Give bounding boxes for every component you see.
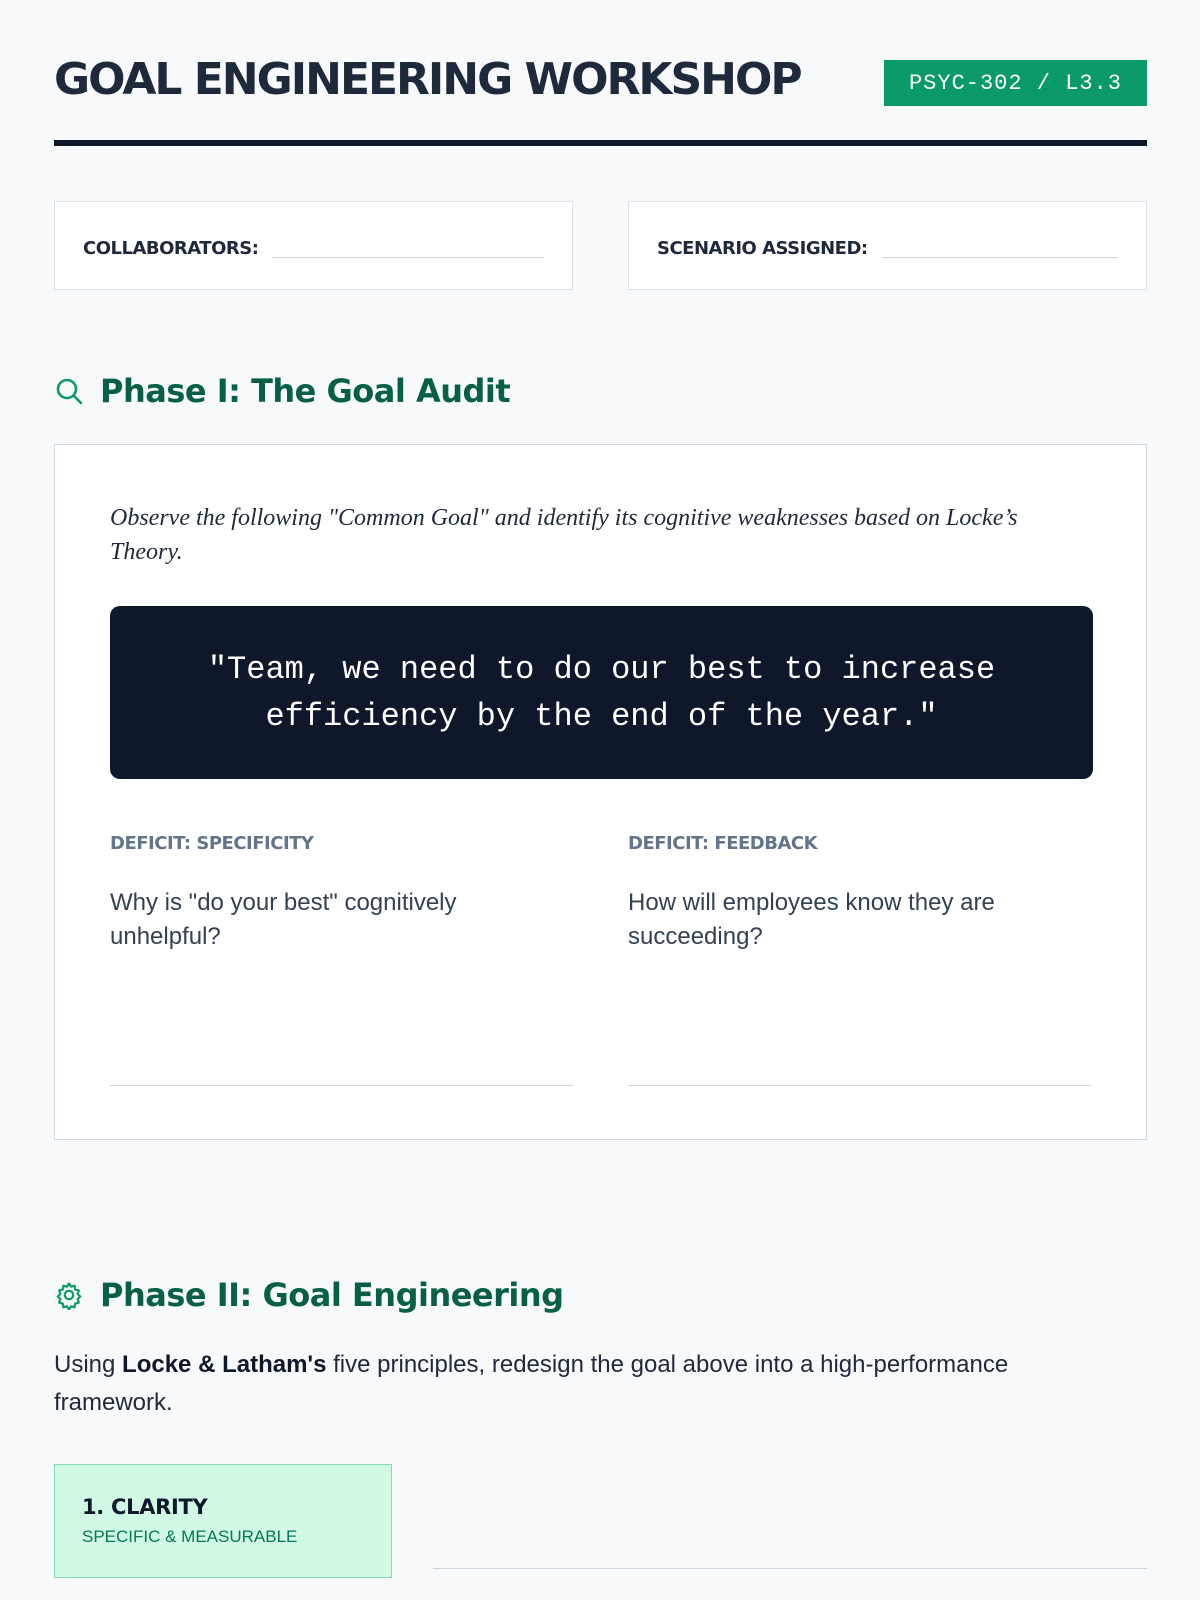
principle-subtitle: SPECIFIC & MEASURABLE xyxy=(82,1527,298,1546)
feedback-answer-line[interactable] xyxy=(628,1085,1091,1086)
clarity-answer-line[interactable] xyxy=(433,1568,1147,1569)
collaborators-label: COLLABORATORS: xyxy=(83,238,259,259)
goal-audit-card xyxy=(54,444,1147,1140)
phase1-heading xyxy=(54,372,510,410)
intro-text: five principles, redesign the goal above into a high-performance framework. xyxy=(54,1351,1009,1416)
common-goal-quote: "Team, we need to do our best to increase efficiency by the end of the year." xyxy=(207,650,996,735)
phase1-title: Phase I: The Goal Audit xyxy=(100,372,511,410)
deficit-feedback xyxy=(628,833,1091,954)
gear-icon xyxy=(54,1280,84,1310)
deficit-label: DEFICIT: FEEDBACK xyxy=(628,833,818,854)
phase2-title: Phase II: Goal Engineering xyxy=(100,1276,564,1314)
scenario-label: SCENARIO ASSIGNED: xyxy=(657,238,868,259)
header xyxy=(54,52,1147,112)
collaborators-box xyxy=(54,201,573,290)
deficit-question: How will employees know they are succeeding? xyxy=(628,889,995,950)
principle-clarity-box xyxy=(54,1464,392,1578)
course-code-badge: PSYC-302 / L3.3 xyxy=(884,60,1147,106)
principle-title: 1. CLARITY xyxy=(82,1495,208,1519)
scenario-input-line[interactable] xyxy=(882,257,1118,258)
collaborators-input-line[interactable] xyxy=(272,257,544,258)
common-goal-quote-box xyxy=(110,606,1093,779)
deficit-question: Why is "do your best" cognitively unhelpful? xyxy=(110,889,457,950)
page-title: GOAL ENGINEERING WORKSHOP xyxy=(54,54,801,105)
phase2-heading xyxy=(54,1276,564,1314)
audit-instructions: Observe the following "Common Goal" and identify its cognitive weaknesses based on Locke’s Theory. xyxy=(110,505,1018,565)
scenario-box xyxy=(628,201,1147,290)
deficit-specificity xyxy=(110,833,573,954)
phase2-instructions xyxy=(54,1346,1054,1422)
search-icon xyxy=(54,376,84,406)
header-divider xyxy=(54,140,1147,146)
intro-text: Using xyxy=(54,1351,123,1378)
deficit-label: DEFICIT: SPECIFICITY xyxy=(110,833,314,854)
intro-emphasis: Locke & Latham's xyxy=(122,1351,327,1378)
specificity-answer-line[interactable] xyxy=(110,1085,573,1086)
